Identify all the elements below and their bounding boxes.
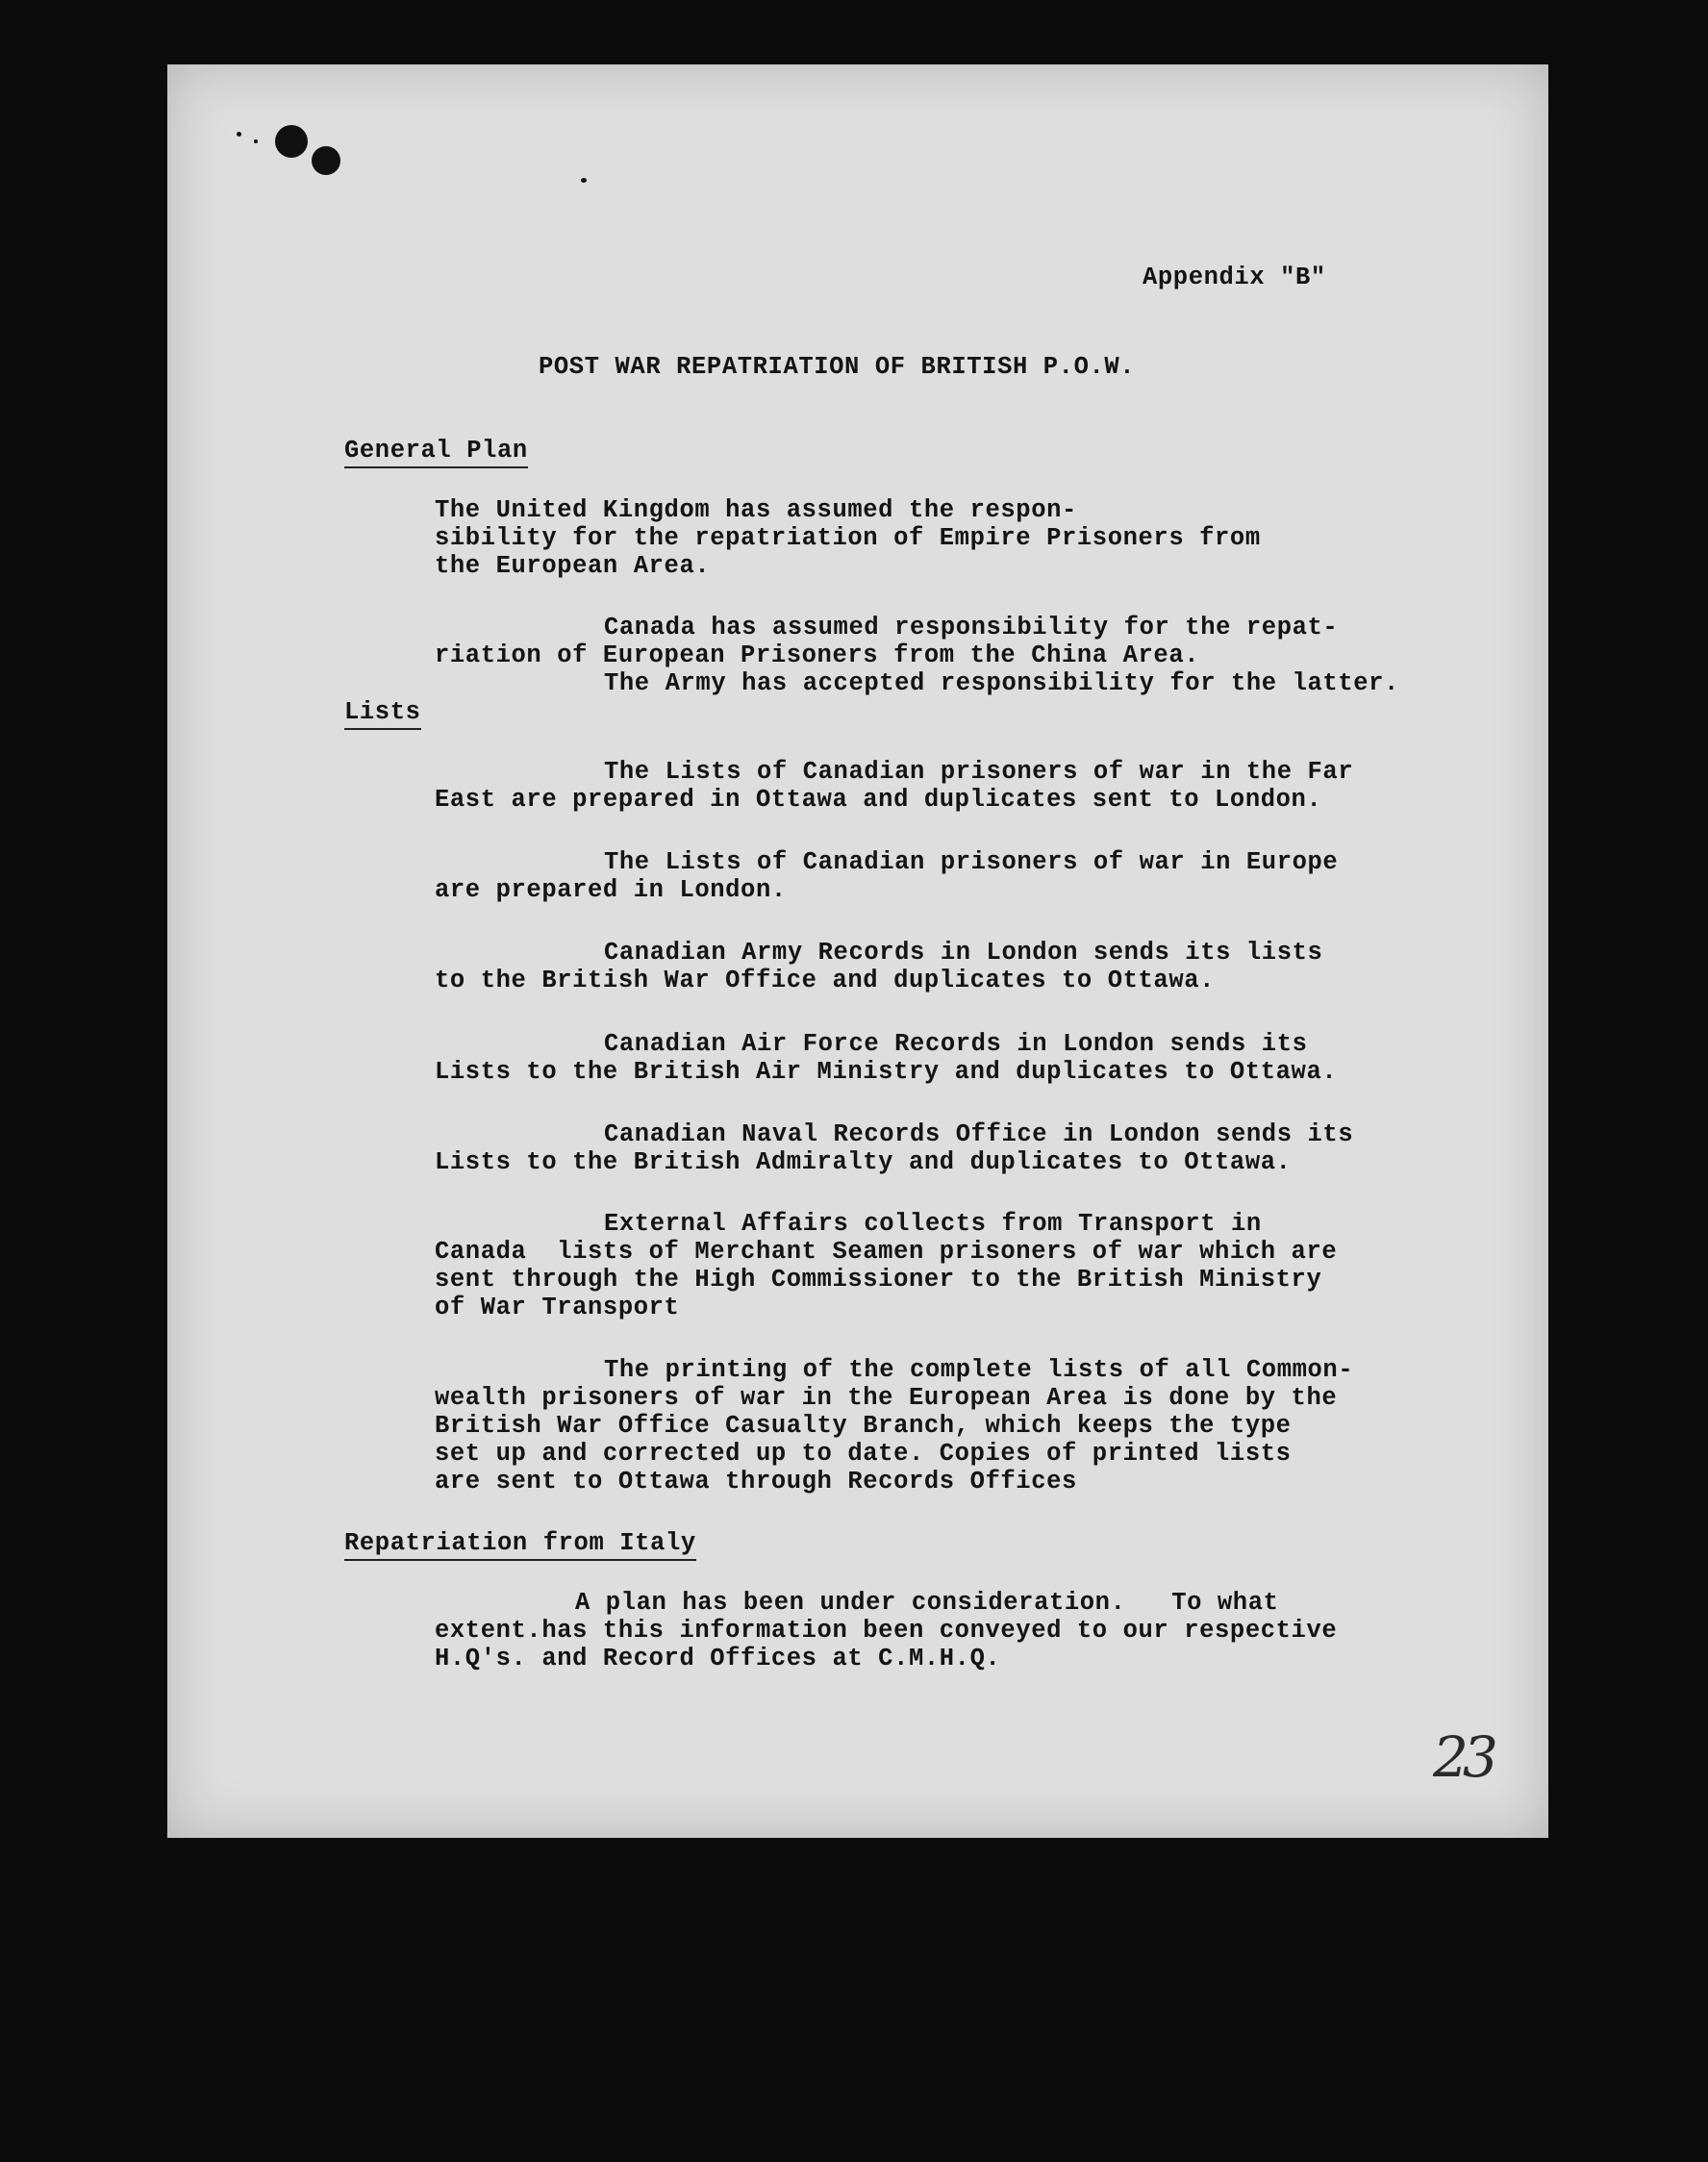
appendix-label: Appendix "B" [1143,264,1326,291]
paragraph-line: H.Q's. and Record Offices at C.M.H.Q. [435,1645,1001,1672]
paragraph-line: sibility for the repatriation of Empire Prisoners from [435,524,1261,552]
paragraph-line: are sent to Ottawa through Records Offices [435,1468,1077,1496]
paragraph-line: sent through the High Commissioner to the British Ministry [435,1266,1322,1294]
paragraph-line: are prepared in London. [435,876,787,904]
punch-hole [275,125,308,158]
punch-hole [312,146,340,175]
ink-speck [581,178,587,183]
paragraph: The Lists of Canadian prisoners of war in the Far [604,758,1354,786]
paragraph-line: wealth prisoners of war in the European Area is done by the [435,1384,1338,1412]
paragraph-line: East are prepared in Ottawa and duplicates sent to London. [435,786,1322,814]
document-page [167,64,1548,1838]
paragraph-line: Lists to the British Air Ministry and duplicates to Ottawa. [435,1058,1338,1086]
paragraph: External Affairs collects from Transport in [604,1210,1262,1238]
paragraph: The Lists of Canadian prisoners of war in Europe [604,848,1339,876]
paragraph: A plan has been under consideration. To what [575,1589,1279,1617]
paragraph-line: Lists to the British Admiralty and duplicates to Ottawa. [435,1148,1292,1176]
paragraph: The United Kingdom has assumed the respon- [435,496,1077,524]
paragraph-line: set up and corrected up to date. Copies of printed lists [435,1440,1292,1468]
section-heading-italy: Repatriation from Italy [344,1528,696,1561]
handwritten-page-number: 23 [1433,1724,1493,1790]
paragraph-line: The Army has accepted responsibility for the latter. [604,669,1399,697]
paragraph: The printing of the complete lists of all Common- [604,1356,1354,1384]
paragraph-line: Canada lists of Merchant Seamen prisoners of war which are [435,1238,1338,1266]
paragraph: Canadian Air Force Records in London sends its [604,1030,1308,1058]
paragraph: Canada has assumed responsibility for the repat- [604,614,1339,641]
paragraph: Canadian Army Records in London sends its lists [604,939,1323,967]
section-heading-general-plan: General Plan [344,436,528,468]
ink-speck [237,132,241,137]
paragraph-line: British War Office Casualty Branch, which keeps the type [435,1412,1292,1440]
section-heading-lists: Lists [344,697,421,730]
ink-speck [254,139,258,143]
paragraph-line: of War Transport [435,1294,680,1321]
paragraph-line: the European Area. [435,552,711,580]
document-title: POST WAR REPATRIATION OF BRITISH P.O.W. [539,353,1136,381]
paragraph: Canadian Naval Records Office in London sends its [604,1120,1354,1148]
paragraph-line: to the British War Office and duplicates to Ottawa. [435,967,1216,994]
paragraph-line: riation of European Prisoners from the China Area. [435,641,1200,669]
paragraph-line: extent.has this information been conveyed to our respective [435,1617,1338,1645]
